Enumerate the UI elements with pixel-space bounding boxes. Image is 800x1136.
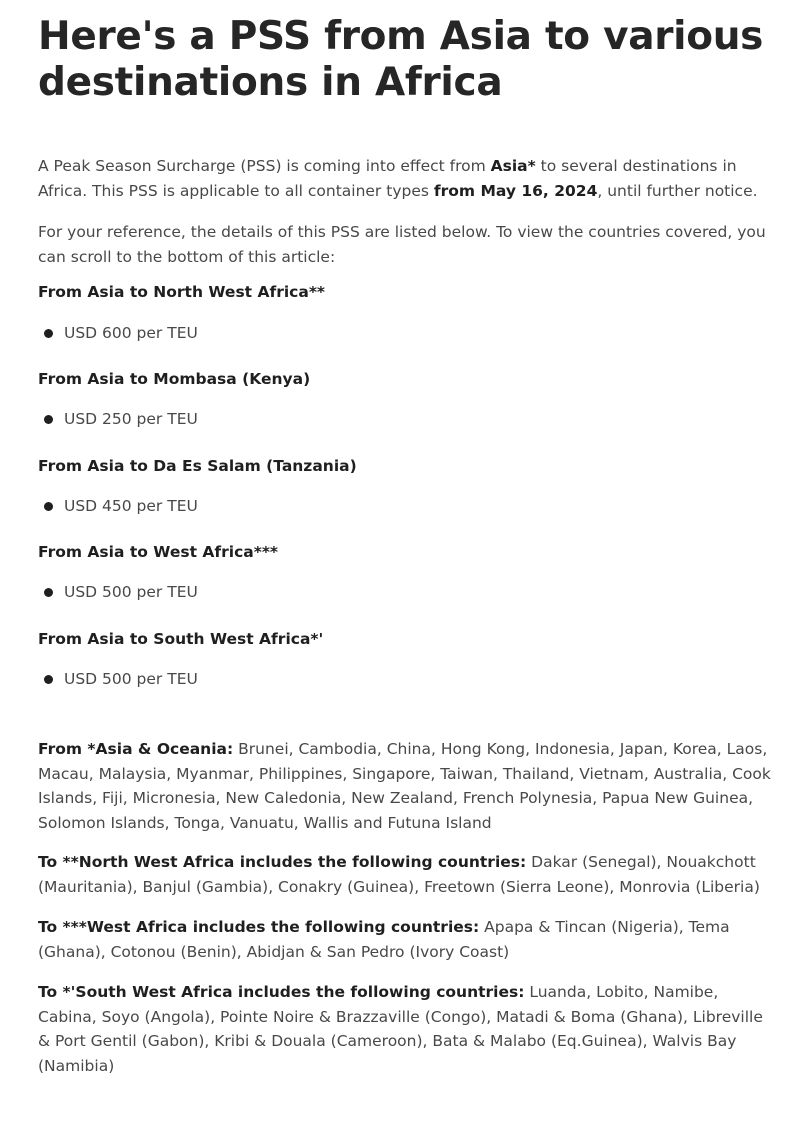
coverage-note	[38, 980, 776, 1078]
rate-text: USD 600 per TEU	[64, 324, 198, 342]
coverage-notes	[38, 737, 776, 1078]
bullet-icon	[44, 502, 53, 511]
coverage-note-label: To *'South West Africa includes the following countries:	[38, 983, 525, 1001]
bullet-icon	[44, 675, 53, 684]
rate-list	[38, 667, 776, 691]
route-section	[38, 280, 776, 345]
route-section	[38, 367, 776, 431]
rate-text: USD 250 per TEU	[64, 410, 198, 428]
bullet-icon	[44, 588, 53, 597]
rate-list	[38, 321, 776, 345]
coverage-note-text: Apapa & Tincan (Nigeria), Tema (Ghana), Cotonou (Benin), Abidjan & San Pedro (Ivory Coast)	[38, 918, 730, 961]
intro-effective-date: from May 16, 2024	[433, 181, 598, 200]
route-section	[38, 627, 776, 691]
bullet-icon	[44, 415, 53, 424]
rate-item	[38, 321, 776, 345]
rate-text: USD 450 per TEU	[64, 497, 198, 515]
rate-list	[38, 580, 776, 604]
intro-text: to several destinations in Africa. This PSS is applicable to all container types	[38, 157, 737, 200]
rate-item	[38, 407, 776, 431]
rate-item	[38, 580, 776, 604]
coverage-note	[38, 737, 776, 835]
coverage-note	[38, 850, 776, 899]
intro-paragraph	[38, 154, 776, 203]
route-title: From Asia to Da Es Salam (Tanzania)	[38, 457, 357, 475]
coverage-note-label: To ***West Africa includes the following countries:	[38, 918, 480, 936]
rate-item	[38, 494, 776, 518]
rate-text: USD 500 per TEU	[64, 583, 198, 601]
rate-list	[38, 407, 776, 431]
rate-item	[38, 667, 776, 691]
coverage-note-text: Dakar (Senegal), Nouakchott (Mauritania), Banjul (Gambia), Conakry (Guinea), Freetown (Sierra Leone), Monrovia (Liberia)	[38, 853, 760, 896]
route-title: From Asia to South West Africa*'	[38, 630, 324, 648]
page-title: Here's a PSS from Asia to various destinations in Africa	[38, 14, 764, 105]
intro-text: , until further notice.	[597, 181, 758, 200]
rate-list	[38, 494, 776, 518]
coverage-note-text: Luanda, Lobito, Namibe, Cabina, Soyo (Angola), Pointe Noire & Brazzaville (Congo), Matadi & Boma (Ghana), Libreville & Port Gentil (Gabon), Kribi & Douala (Cameroon), Bata & Malabo (Eq.Guinea), Walvis Bay (Namibia)	[38, 983, 763, 1075]
rate-text: USD 500 per TEU	[64, 670, 198, 688]
route-title: From Asia to Mombasa (Kenya)	[38, 370, 311, 388]
route-title: From Asia to West Africa***	[38, 543, 279, 561]
reference-paragraph: For your reference, the details of this PSS are listed below. To view the countries covered, you can scroll to the bottom of this article:	[38, 223, 766, 266]
intro-text: A Peak Season Surcharge (PSS) is coming into effect from	[38, 157, 491, 175]
coverage-note-text: Brunei, Cambodia, China, Hong Kong, Indonesia, Japan, Korea, Laos, Macau, Malaysia, Myanmar, Philippines, Singapore, Taiwan, Thailand, Vietnam, Australia, Cook Islands, Fiji, Micronesia, New Caledonia, New Zealand, French Polynesia, Papua New Guinea, Solomon Islands, Tonga, Vanuatu, Wallis and Futuna Island	[38, 740, 771, 832]
route-section	[38, 454, 776, 518]
coverage-note-label: From *Asia & Oceania:	[38, 740, 234, 758]
bullet-icon	[44, 329, 53, 338]
route-title: From Asia to North West Africa**	[38, 283, 326, 301]
route-section	[38, 540, 776, 604]
coverage-note-label: To **North West Africa includes the following countries:	[38, 853, 527, 871]
intro-origin: Asia*	[490, 157, 536, 175]
coverage-note	[38, 915, 776, 964]
